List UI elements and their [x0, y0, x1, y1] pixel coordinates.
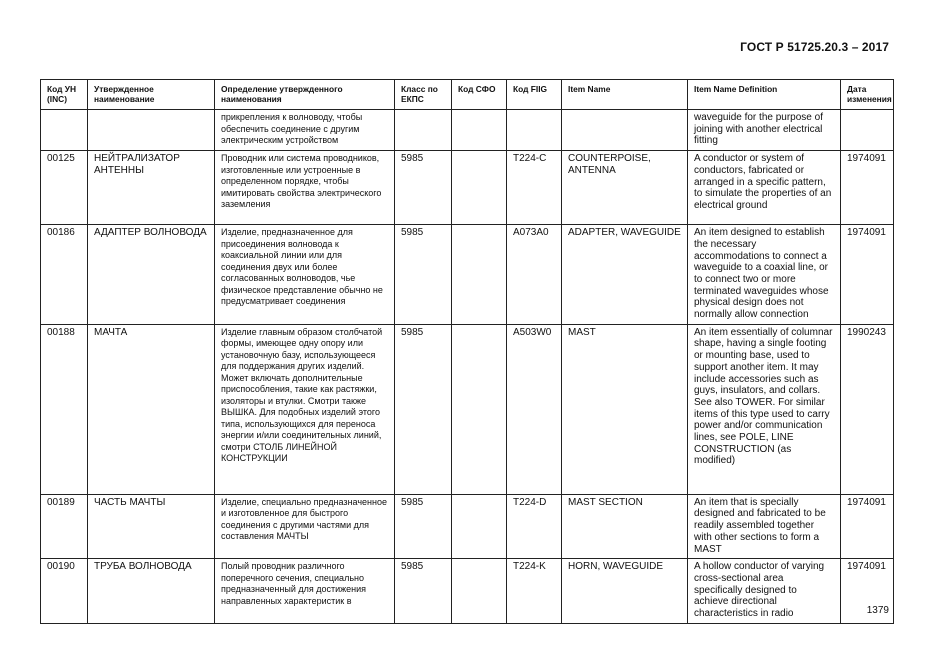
- cell-sfo: [452, 225, 507, 325]
- cell-definition-en: A conductor or system of conductors, fabricated or arranged in a specific pattern, to simulate the properties of an electrical ground: [688, 151, 841, 225]
- cell-sfo: [452, 151, 507, 225]
- cell-definition-ru: Изделие главным образом столбчатой формы, имеющее одну опору или установочную базу, использующееся для поддержания других изделий. Может включать дополнительные приспособления, такие как растяжки, изоляторы и втулки. Смотри также ВЫШКА. Для подобных изделий этого типа, использующихся для переноса энергии и/или соединительных линий, смотри СТОЛБ ЛИНЕЙНОЙ КОНСТРУКЦИИ: [215, 324, 395, 494]
- col-header-name-ru: Утвержденное наименование: [88, 80, 215, 110]
- cell-inc: 00190: [41, 559, 88, 624]
- cell-fiig: T224-C: [507, 151, 562, 225]
- cell-fiig: T224-K: [507, 559, 562, 624]
- cell-definition-ru: Проводник или система проводников, изготовленные или устроенные в определенном порядке, чтобы имитировать свойства электрического заземления: [215, 151, 395, 225]
- cell-item-name: MAST SECTION: [562, 494, 688, 559]
- cell-date: 1974091: [841, 559, 894, 624]
- cell-name-ru: [88, 110, 215, 151]
- cell-item-name: COUNTERPOISE, ANTENNA: [562, 151, 688, 225]
- cell-definition-ru: прикрепления к волноводу, чтобы обеспечить соединение с другим электрическим устройством: [215, 110, 395, 151]
- cell-sfo: [452, 110, 507, 151]
- table-row: [41, 225, 894, 325]
- cell-name-ru: ЧАСТЬ МАЧТЫ: [88, 494, 215, 559]
- cell-inc: [41, 110, 88, 151]
- cell-sfo: [452, 324, 507, 494]
- cell-date: 1974091: [841, 151, 894, 225]
- cell-item-name: HORN, WAVEGUIDE: [562, 559, 688, 624]
- cell-inc: 00189: [41, 494, 88, 559]
- table-row: [41, 324, 894, 494]
- cell-item-name: MAST: [562, 324, 688, 494]
- cell-inc: 00188: [41, 324, 88, 494]
- cell-inc: 00125: [41, 151, 88, 225]
- cell-definition-en: An item designed to establish the necessary accommodations to connect a waveguide to a coaxial line, or to connect two or more terminated waveguides whose physical design does not normally allow connection: [688, 225, 841, 325]
- cell-definition-ru: Изделие, предназначенное для присоединения волновода к коаксиальной линии или для соединения двух или более согласованных волноводов, чье физическое представление обычно не предусматривает соединения: [215, 225, 395, 325]
- cell-name-ru: ТРУБА ВОЛНОВОДА: [88, 559, 215, 624]
- cell-definition-ru: Изделие, специально предназначенное и изготовленное для быстрого соединения с другими частями для составления МАЧТЫ: [215, 494, 395, 559]
- table-row-continuation: [41, 110, 894, 151]
- col-header-sfo: Код СФО: [452, 80, 507, 110]
- cell-item-name: ADAPTER, WAVEGUIDE: [562, 225, 688, 325]
- col-header-item-name: Item Name: [562, 80, 688, 110]
- cell-name-ru: НЕЙТРАЛИЗАТОР АНТЕННЫ: [88, 151, 215, 225]
- col-header-inc: Код УН (INC): [41, 80, 88, 110]
- table-row: [41, 494, 894, 559]
- cell-definition-en: waveguide for the purpose of joining with another electrical fitting: [688, 110, 841, 151]
- table-header-row: [41, 80, 894, 110]
- cell-class: 5985: [395, 324, 452, 494]
- cell-sfo: [452, 494, 507, 559]
- cell-inc: 00186: [41, 225, 88, 325]
- cell-class: 5985: [395, 225, 452, 325]
- registry-table: [40, 79, 894, 624]
- cell-name-ru: АДАПТЕР ВОЛНОВОДА: [88, 225, 215, 325]
- standard-title: ГОСТ Р 51725.20.3 – 2017: [740, 40, 889, 54]
- cell-definition-en: An item that is specially designed and fabricated to be readily assembled together with other sections to form a MAST: [688, 494, 841, 559]
- cell-class: 5985: [395, 151, 452, 225]
- cell-fiig: T224-D: [507, 494, 562, 559]
- cell-date: 1974091: [841, 225, 894, 325]
- table-row: [41, 151, 894, 225]
- cell-class: 5985: [395, 559, 452, 624]
- cell-item-name: [562, 110, 688, 151]
- col-header-definition-en: Item Name Definition: [688, 80, 841, 110]
- col-header-class: Класс по ЕКПС: [395, 80, 452, 110]
- cell-date: 1990243: [841, 324, 894, 494]
- cell-class: [395, 110, 452, 151]
- cell-date: [841, 110, 894, 151]
- cell-definition-en: A hollow conductor of varying cross-sectional area specifically designed to achieve directional characteristics in radio: [688, 559, 841, 624]
- cell-fiig: A073A0: [507, 225, 562, 325]
- cell-fiig: A503W0: [507, 324, 562, 494]
- cell-date: 1974091: [841, 494, 894, 559]
- col-header-fiig: Код FIIG: [507, 80, 562, 110]
- table-row: [41, 559, 894, 624]
- col-header-definition-ru: Определение утвержденного наименования: [215, 80, 395, 110]
- cell-fiig: [507, 110, 562, 151]
- cell-definition-ru: Полый проводник различного поперечного сечения, специально предназначенный для достижения направленных характеристик в: [215, 559, 395, 624]
- cell-definition-en: An item essentially of columnar shape, having a single footing or mounting base, used to support another item. It may include accessories such as guys, insulators, and collars. See also TOWER. For similar items of this type used to carry power and/or communication lines, see POLE, LINE CONSTRUCTION (as modified): [688, 324, 841, 494]
- col-header-date: Дата изменения: [841, 80, 894, 110]
- cell-sfo: [452, 559, 507, 624]
- cell-name-ru: МАЧТА: [88, 324, 215, 494]
- page-number: 1379: [866, 605, 889, 616]
- cell-class: 5985: [395, 494, 452, 559]
